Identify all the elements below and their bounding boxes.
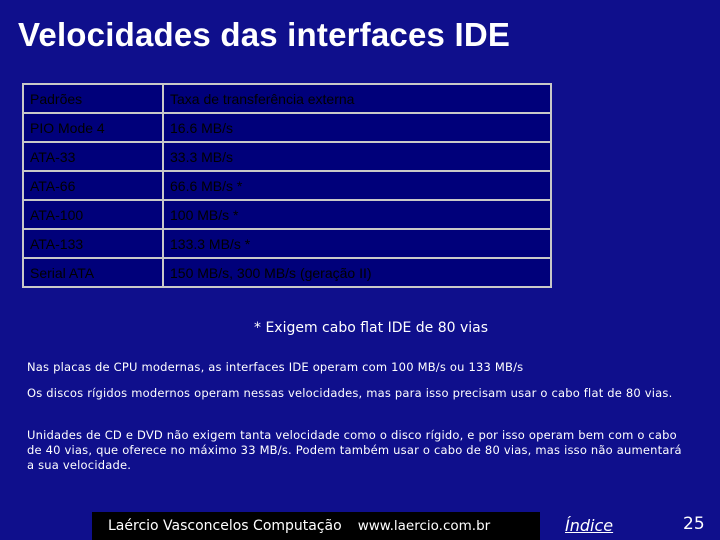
table-row xyxy=(23,200,551,229)
page-number: 25 xyxy=(683,514,705,534)
table-cell: Serial ATA xyxy=(23,258,163,287)
table-cell: Padrões xyxy=(23,84,163,113)
table-row xyxy=(23,229,551,258)
table-cell: 133.3 MB/s * xyxy=(163,229,551,258)
table-cell: 100 MB/s * xyxy=(163,200,551,229)
website-text: www.laercio.com.br xyxy=(357,518,491,534)
table-footnote: * Exigem cabo flat IDE de 80 vias xyxy=(254,320,489,336)
table-cell: PIO Mode 4 xyxy=(23,113,163,142)
table-row xyxy=(23,258,551,287)
speed-table xyxy=(22,83,552,288)
table-cell: ATA-66 xyxy=(23,171,163,200)
table-cell: 33.3 MB/s xyxy=(163,142,551,171)
table-row xyxy=(23,84,551,113)
slide-title: Velocidades das interfaces IDE xyxy=(18,16,511,53)
table-cell: 16.6 MB/s xyxy=(163,113,551,142)
footer-bar xyxy=(92,512,540,540)
paragraph-cd-dvd: Unidades de CD e DVD não exigem tanta velocidade como o disco rígido, e por isso operam bem com o cabo de 40 vias, que oferece no máximo 33 MB/s. Podem também usar o cabo de 80 vias, mas isso não aumentará a sua velocidade. xyxy=(27,428,682,472)
company-name: Laércio Vasconcelos Computação xyxy=(108,518,342,534)
table-row xyxy=(23,113,551,142)
table-cell: 66.6 MB/s * xyxy=(163,171,551,200)
table-cell: ATA-100 xyxy=(23,200,163,229)
table-row xyxy=(23,171,551,200)
index-link[interactable]: Índice xyxy=(565,516,614,535)
table-cell: ATA-133 xyxy=(23,229,163,258)
table-cell: Taxa de transferência externa xyxy=(163,84,551,113)
table-cell: ATA-33 xyxy=(23,142,163,171)
table-cell: 150 MB/s, 300 MB/s (geração II) xyxy=(163,258,551,287)
table-row xyxy=(23,142,551,171)
paragraph-hard-disks: Os discos rígidos modernos operam nessas velocidades, mas para isso precisam usar o cabo flat de 80 vias. xyxy=(27,386,673,400)
paragraph-cpu-boards: Nas placas de CPU modernas, as interfaces IDE operam com 100 MB/s ou 133 MB/s xyxy=(27,360,524,374)
